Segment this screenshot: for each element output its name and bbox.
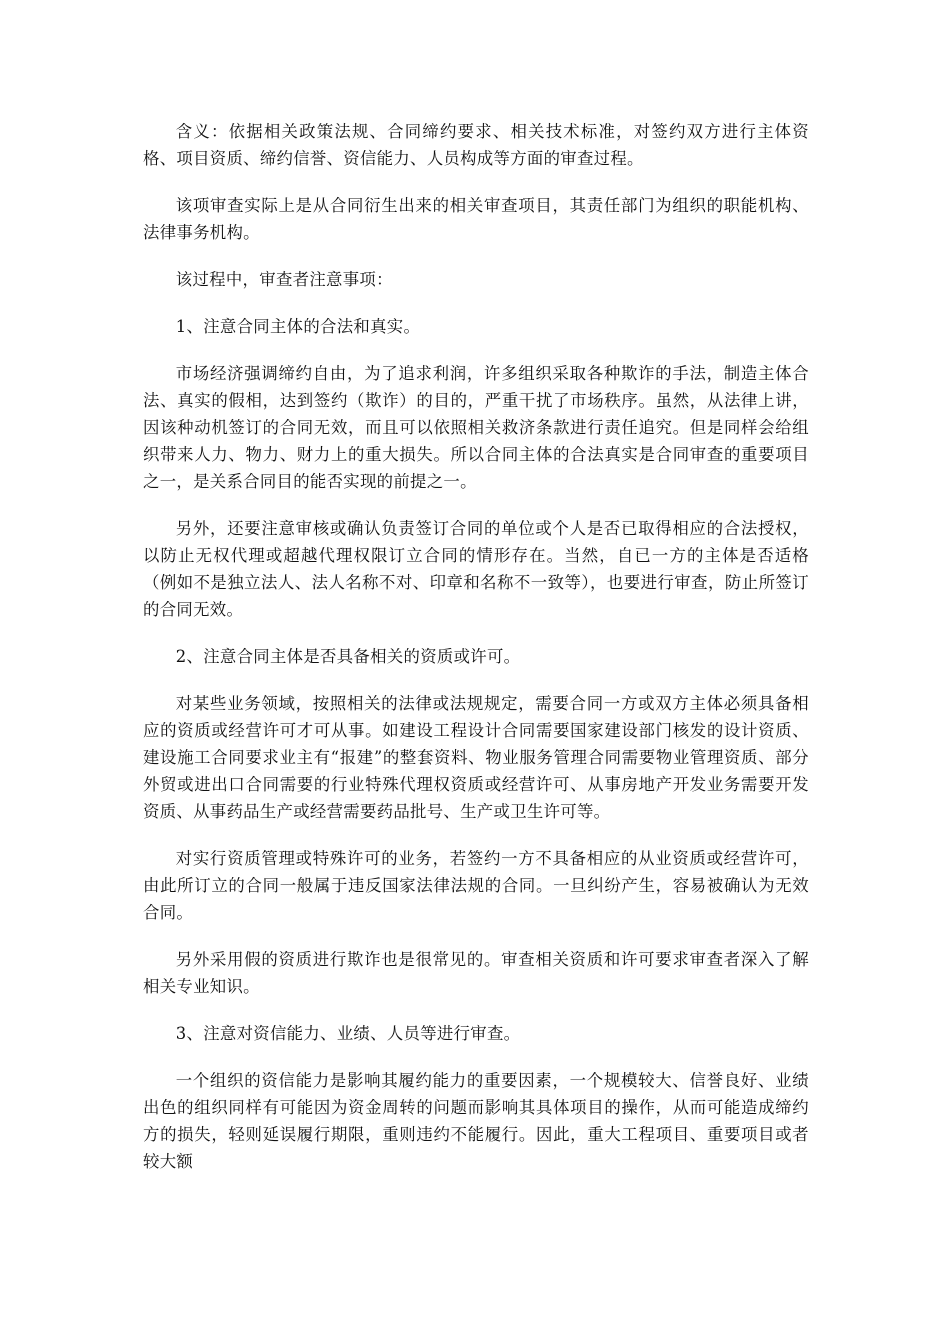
section-heading-1: 1、注意合同主体的合法和真实。 — [175, 317, 421, 336]
paragraph-market-fraud: 市场经济强调缔约自由，为了追求利润，许多组织采取各种欺诈的手法，制造主体合法、真实的假相，达到签约（欺诈）的目的，严重干扰了市场秩序。虽然，从法律上讲，因该种动机签订的合同无效，而且可以依照相关救济条款进行责任追究。但是同样会给组织带来人力、物力、财力上的重大损失。所以合同主体的合法真实是合同审查的重要项目之一，是关系合同目的能否实现的前提之一。 — [143, 364, 809, 491]
paragraph-qualification-examples: 对某些业务领域，按照相关的法律或法规规定，需要合同一方或双方主体必须具备相应的资质或经营许可才可从事。如建设工程设计合同需要国家建设部门核发的设计资质、建设施工合同要求业主有“报建”的整套资料、物业服务管理合同需要物业管理资质、部分外贸或进出口合同需要的行业特殊代理权资质或经营许可、从事房地产开发业务需要开发资质、从事药品生产或经营需要药品批号、生产或卫生许可等。 — [143, 694, 809, 821]
paragraph-definition: 含义：依据相关政策法规、合同缔约要求、相关技术标准，对签约双方进行主体资格、项目资质、缔约信誉、资信能力、人员构成等方面的审查过程。 — [143, 122, 809, 168]
paragraph-responsibility: 该项审查实际上是从合同衍生出来的相关审查项目，其责任部门为组织的职能机构、法律事务机构。 — [143, 196, 809, 242]
section-heading-3: 3、注意对资信能力、业绩、人员等进行审查。 — [175, 1024, 521, 1043]
paragraph-qualification-invalid: 对实行资质管理或特殊许可的业务，若签约一方不具备相应的从业资质或经营许可，由此所订立的合同一般属于违反国家法律法规的合同。一旦纠纷产生，容易被确认为无效合同。 — [143, 849, 809, 922]
paragraph-notes-intro: 该过程中，审查者注意事项： — [175, 270, 393, 289]
paragraph-authorization: 另外，还要注意审核或确认负责签订合同的单位或个人是否已取得相应的合法授权，以防止无权代理或超越代理权限订立合同的情形存在。当然，自已一方的主体是否适格（例如不是独立法人、法人名称不对、印章和名称不一致等），也要进行审查，防止所签订的合同无效。 — [143, 519, 809, 619]
document-page — [143, 118, 809, 1195]
paragraph-credit-capacity: 一个组织的资信能力是影响其履约能力的重要因素，一个规模较大、信誉良好、业绩出色的组织同样有可能因为资金周转的问题而影响其具体项目的操作，从而可能造成缔约方的损失，轻则延误履行期限，重则违约不能履行。因此，重大工程项目、重要项目或者较大额 — [143, 1071, 809, 1171]
section-heading-2: 2、注意合同主体是否具备相关的资质或许可。 — [175, 647, 521, 666]
paragraph-fake-qualification: 另外采用假的资质进行欺诈也是很常见的。审查相关资质和许可要求审查者深入了解相关专业知识。 — [143, 950, 809, 996]
